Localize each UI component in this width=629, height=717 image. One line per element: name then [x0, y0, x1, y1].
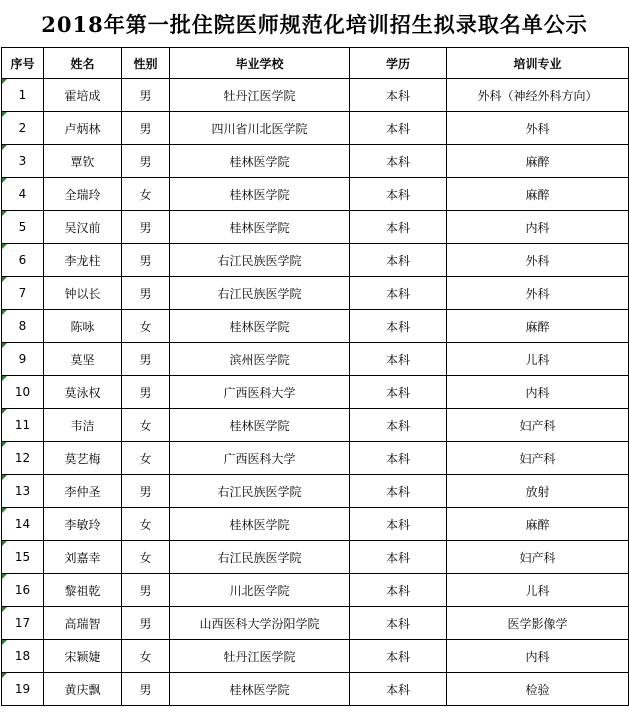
table-row [2, 277, 629, 310]
cell-major: 医学影像学 [447, 607, 629, 640]
cell-degree: 本科 [350, 475, 447, 508]
cell-seq: 9 [2, 343, 44, 376]
table-row [2, 310, 629, 343]
cell-seq: 19 [2, 673, 44, 706]
cell-seq: 6 [2, 244, 44, 277]
table-row [2, 409, 629, 442]
cell-degree: 本科 [350, 211, 447, 244]
cell-seq: 16 [2, 574, 44, 607]
header-gender: 性别 [122, 48, 170, 79]
cell-school: 桂林医学院 [170, 310, 350, 343]
cell-seq: 18 [2, 640, 44, 673]
cell-major: 麻醉 [447, 310, 629, 343]
cell-school: 广西医科大学 [170, 376, 350, 409]
cell-gender: 女 [122, 541, 170, 574]
cell-name: 李敏玲 [44, 508, 122, 541]
cell-name: 霍培成 [44, 79, 122, 112]
header-name: 姓名 [44, 48, 122, 79]
cell-degree: 本科 [350, 574, 447, 607]
cell-gender: 女 [122, 508, 170, 541]
cell-major: 内科 [447, 376, 629, 409]
cell-seq: 11 [2, 409, 44, 442]
cell-seq: 3 [2, 145, 44, 178]
cell-major: 麻醉 [447, 178, 629, 211]
cell-degree: 本科 [350, 541, 447, 574]
header-major: 培训专业 [447, 48, 629, 79]
page-title: 2018年第一批住院医师规范化培训招生拟录取名单公示 [41, 11, 588, 37]
cell-seq: 15 [2, 541, 44, 574]
cell-major: 麻醉 [447, 145, 629, 178]
cell-name: 韦洁 [44, 409, 122, 442]
cell-name: 卢炳林 [44, 112, 122, 145]
table-row [2, 244, 629, 277]
cell-degree: 本科 [350, 673, 447, 706]
cell-seq: 12 [2, 442, 44, 475]
cell-name: 黎祖乾 [44, 574, 122, 607]
cell-degree: 本科 [350, 376, 447, 409]
cell-school: 广西医科大学 [170, 442, 350, 475]
cell-school: 滨州医学院 [170, 343, 350, 376]
cell-major: 外科（神经外科方向） [447, 79, 629, 112]
cell-gender: 男 [122, 574, 170, 607]
table-row [2, 442, 629, 475]
cell-degree: 本科 [350, 112, 447, 145]
cell-name: 李仲圣 [44, 475, 122, 508]
cell-school: 右江民族医学院 [170, 475, 350, 508]
cell-seq: 2 [2, 112, 44, 145]
cell-name: 吴汉前 [44, 211, 122, 244]
cell-major: 妇产科 [447, 409, 629, 442]
cell-school: 桂林医学院 [170, 178, 350, 211]
cell-name: 黄庆飘 [44, 673, 122, 706]
cell-gender: 男 [122, 244, 170, 277]
cell-seq: 5 [2, 211, 44, 244]
cell-gender: 女 [122, 640, 170, 673]
cell-seq: 1 [2, 79, 44, 112]
cell-degree: 本科 [350, 145, 447, 178]
cell-major: 外科 [447, 112, 629, 145]
cell-school: 山西医科大学汾阳学院 [170, 607, 350, 640]
table-row [2, 607, 629, 640]
cell-gender: 男 [122, 277, 170, 310]
cell-gender: 女 [122, 409, 170, 442]
cell-degree: 本科 [350, 277, 447, 310]
cell-major: 儿科 [447, 574, 629, 607]
cell-school: 桂林医学院 [170, 211, 350, 244]
cell-degree: 本科 [350, 178, 447, 211]
table-row [2, 343, 629, 376]
cell-name: 钟以长 [44, 277, 122, 310]
cell-school: 桂林医学院 [170, 409, 350, 442]
cell-school: 右江民族医学院 [170, 541, 350, 574]
cell-school: 右江民族医学院 [170, 277, 350, 310]
cell-name: 陈咏 [44, 310, 122, 343]
table-row [2, 145, 629, 178]
cell-major: 外科 [447, 277, 629, 310]
cell-gender: 男 [122, 607, 170, 640]
cell-degree: 本科 [350, 442, 447, 475]
cell-major: 儿科 [447, 343, 629, 376]
table-row [2, 79, 629, 112]
cell-gender: 男 [122, 211, 170, 244]
cell-school: 牡丹江医学院 [170, 640, 350, 673]
cell-school: 四川省川北医学院 [170, 112, 350, 145]
table-row [2, 178, 629, 211]
table-row [2, 508, 629, 541]
cell-seq: 13 [2, 475, 44, 508]
cell-major: 妇产科 [447, 442, 629, 475]
cell-school: 桂林医学院 [170, 145, 350, 178]
table-row [2, 541, 629, 574]
cell-major: 外科 [447, 244, 629, 277]
cell-major: 麻醉 [447, 508, 629, 541]
cell-name: 莫坚 [44, 343, 122, 376]
header-degree: 学历 [350, 48, 447, 79]
cell-school: 川北医学院 [170, 574, 350, 607]
cell-degree: 本科 [350, 640, 447, 673]
table-row [2, 475, 629, 508]
cell-school: 桂林医学院 [170, 673, 350, 706]
table-row [2, 574, 629, 607]
admission-list-table [1, 47, 629, 706]
cell-school: 桂林医学院 [170, 508, 350, 541]
cell-degree: 本科 [350, 244, 447, 277]
cell-major: 妇产科 [447, 541, 629, 574]
cell-seq: 10 [2, 376, 44, 409]
cell-name: 宋颖婕 [44, 640, 122, 673]
cell-school: 牡丹江医学院 [170, 79, 350, 112]
cell-gender: 女 [122, 442, 170, 475]
cell-major: 检验 [447, 673, 629, 706]
cell-name: 覃钦 [44, 145, 122, 178]
table-body [2, 79, 629, 706]
cell-degree: 本科 [350, 607, 447, 640]
cell-gender: 女 [122, 310, 170, 343]
cell-gender: 男 [122, 673, 170, 706]
cell-gender: 男 [122, 79, 170, 112]
cell-name: 莫泳权 [44, 376, 122, 409]
table-row [2, 112, 629, 145]
cell-seq: 14 [2, 508, 44, 541]
cell-degree: 本科 [350, 79, 447, 112]
cell-gender: 男 [122, 376, 170, 409]
cell-degree: 本科 [350, 409, 447, 442]
table-row [2, 640, 629, 673]
header-seq: 序号 [2, 48, 44, 79]
cell-name: 莫艺梅 [44, 442, 122, 475]
cell-seq: 4 [2, 178, 44, 211]
cell-name: 李龙柱 [44, 244, 122, 277]
cell-degree: 本科 [350, 343, 447, 376]
cell-gender: 男 [122, 475, 170, 508]
cell-degree: 本科 [350, 508, 447, 541]
cell-degree: 本科 [350, 310, 447, 343]
table-row [2, 376, 629, 409]
cell-name: 刘嘉幸 [44, 541, 122, 574]
table-row [2, 673, 629, 706]
cell-seq: 8 [2, 310, 44, 343]
header-school: 毕业学校 [170, 48, 350, 79]
table-row [2, 211, 629, 244]
cell-major: 内科 [447, 640, 629, 673]
cell-gender: 女 [122, 178, 170, 211]
cell-school: 右江民族医学院 [170, 244, 350, 277]
cell-seq: 7 [2, 277, 44, 310]
cell-gender: 男 [122, 112, 170, 145]
cell-gender: 男 [122, 343, 170, 376]
cell-seq: 17 [2, 607, 44, 640]
table-header-row [2, 48, 629, 79]
cell-name: 高瑞智 [44, 607, 122, 640]
cell-major: 放射 [447, 475, 629, 508]
cell-gender: 男 [122, 145, 170, 178]
cell-major: 内科 [447, 211, 629, 244]
cell-name: 全瑞玲 [44, 178, 122, 211]
